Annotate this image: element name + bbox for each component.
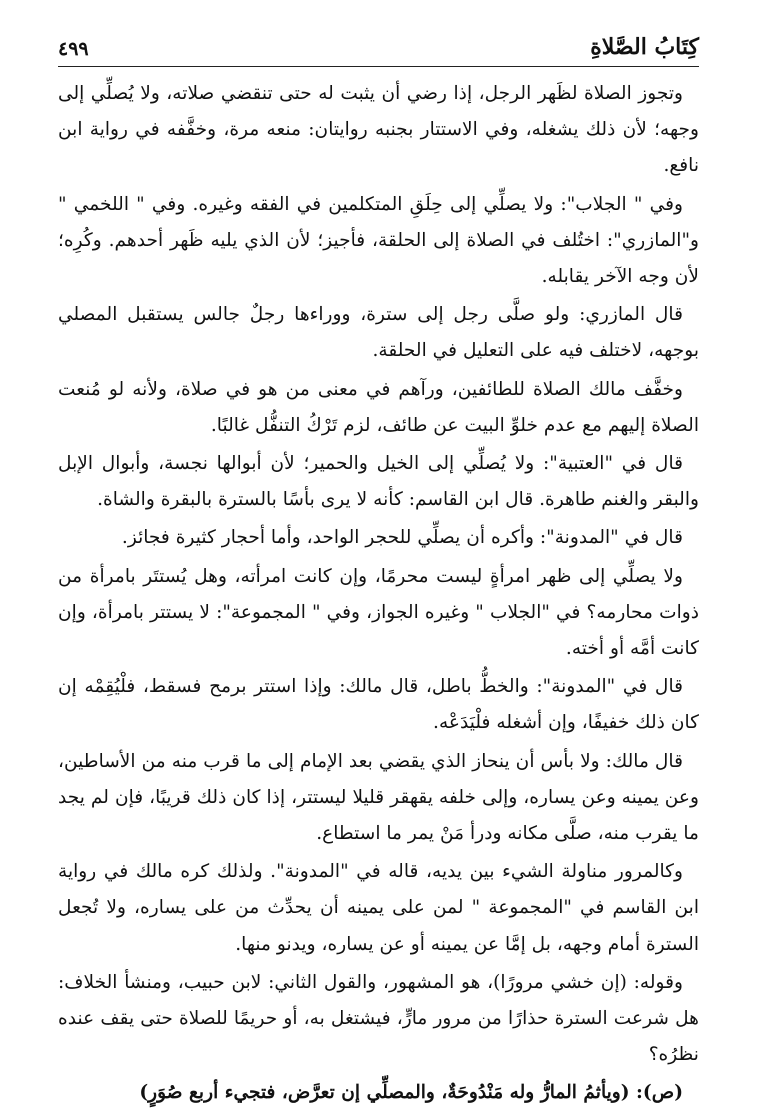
running-header <box>58 28 699 67</box>
paragraph: وتجوز الصلاة لظَهر الرجل، إذا رضي أن يثبت له حتى تنقضي صلاته، ولا يُصلِّي إلى وجهه؛ لأن ذلك يشغله، وفي الاستتار بجنبه روايتان: منعه مرة، وخفَّفه في رواية ابن نافع. <box>58 83 699 177</box>
paragraph: قال المازري: ولو صلَّى رجل إلى سترة، ووراءها رجلٌ جالس يستقبل المصلي بوجهه، لاختلف فيه على التعليل في الحلقة. <box>58 304 699 362</box>
page-number: ٤٩٩ <box>58 38 89 60</box>
paragraph: قال في "المدونة": والخطُّ باطل، قال مالك: وإذا استتر برمح فسقط، فلْيُقِمْه إن كان ذلك خفيفًا، وإن أشغله فلْيَدَعْه. <box>58 676 699 734</box>
paragraph: وكالمرور مناولة الشيء بين يديه، قاله في "المدونة". ولذلك كره مالك في رواية ابن القاسم في "المجموعة " لمن على يمينه أن يحدِّث من على يساره، ولا تُجعل السترة أمام وجهه، بل إمَّا عن يمينه أو عن يساره، ويدنو منها. <box>58 861 699 955</box>
paragraph: ولا يصلِّي إلى ظهر امرأةٍ ليست محرمًا، وإن كانت امرأته، وهل يُستتَر بامرأة من ذوات محارمه؟ في "الجلاب " وغيره الجواز، وفي " المجموعة": لا يستتر بامرأة، وإن كانت أمَّه أو أخته. <box>58 565 699 660</box>
paragraph: قال في "العتبية": ولا يُصلِّي إلى الخيل والحمير؛ لأن أبوالها نجسة، وأبوال الإبل والبقر والغنم طاهرة. قال ابن القاسم: كأنه لا يرى بأسًا بالسترة بالبقرة والشاة. <box>58 453 699 511</box>
page-body <box>58 76 699 1114</box>
paragraph: وفي " الجلاب": ولا يصلِّي إلى حِلَقِ المتكلمين في الفقه وغيره. وفي " اللخمي " و"المازري": اختُلف في الصلاة إلى الحلقة، فأجيز؛ لأن الذي يليه ظَهر أحدهم. وكُرِه؛ لأن وجه الآخر يقابله. <box>58 193 699 288</box>
paragraph: قال في "المدونة": وأكره أن يصلِّي للحجر الواحد، وأما أحجار كثيرة فجائز. <box>121 527 683 549</box>
paragraph: قال مالك: ولا بأس أن ينحاز الذي يقضي بعد الإمام إلى ما قرب منه من الأساطين، وعن يمينه وعن يساره، وإلى خلفه يقهقر قليلا ليستتر، إذا كان ذلك قريبًا، فإن لم يجد ما يقرب منه، صلَّى مكانه ودرأ مَنْ يمر ما استطاع. <box>58 750 699 845</box>
text-quote-paragraph: (ص): (ويأثمُ المارُّ وله مَنْدُوحَةٌ، والمصلِّي إن تعرَّض، فتجيء أربع صُوَرٍ) <box>139 1082 683 1104</box>
chapter-title: كِتَابُ الصَّلاةِ <box>590 34 699 60</box>
paragraph: وقوله: (إن خشي مرورًا)، هو المشهور، والقول الثاني: لابن حبيب، ومنشأ الخلاف: هل شرعت السترة حذارًا من مرور مارٍّ، فيشتغل به، أو حريمًا للصلاة حتى يقف عنده نظرُه؟ <box>58 971 699 1066</box>
paragraph: وخفَّف مالك الصلاة للطائفين، ورآهم في معنى من هو في صلاة، ولأنه لو مُنعت الصلاة إليهم مع عدم خلوِّ البيت عن طائف، لزم تَرْكُ التنفُّل غالبًا. <box>58 378 699 436</box>
